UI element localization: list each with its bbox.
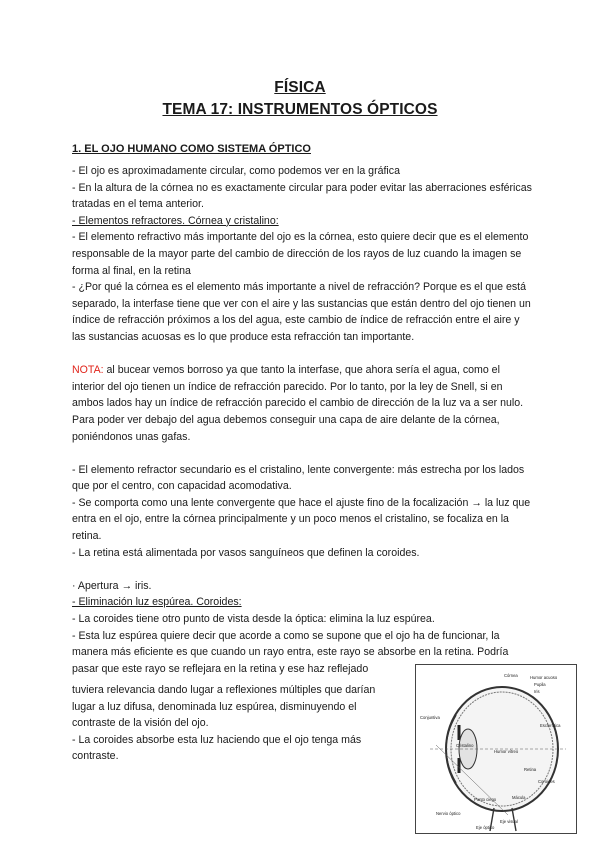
page-title: FÍSICA (274, 79, 326, 96)
body-block-main (72, 163, 534, 677)
paragraph: - En la altura de la córnea no es exactamente circular para poder evitar las aberraciones esféricas tratadas en el tema anterior. (72, 181, 532, 211)
nota-paragraph (72, 362, 534, 445)
label-esclerotica: Esclerótica (540, 723, 561, 728)
label-eje-optico: Eje óptico (476, 825, 495, 830)
page-subtitle: TEMA 17: INSTRUMENTOS ÓPTICOS (162, 101, 438, 118)
nota-text: al bucear vemos borroso ya que tanto la interfase, que ahora sería el agua, como el interior del ojo tienen un índice de refracción parecido. Por lo tanto, por la ley de Snell, si en ambos lados hay un índice de refracción parecido el cambio de dirección de la luz va a ser nulo. Para poder ver debajo del agua debemos conseguir una capa de aire delante de la córnea, poniéndonos unas gafas. (72, 364, 524, 443)
paragraph: - El elemento refractivo más importante del ojo es la córnea, esto quiere decir que es el elemento responsable de la mayor parte del cambio de dirección de los rayos de luz cuando la imagen se forma al final, en la retina (72, 231, 529, 277)
eye-diagram-svg (416, 665, 576, 833)
paragraph: - La coroides tiene otro punto de vista desde la óptica: elimina la luz espúrea. (72, 613, 435, 626)
label-punto-ciego: Punto ciego (474, 797, 497, 802)
eye-diagram (415, 664, 577, 834)
paragraph: · Apertura → iris. (72, 579, 152, 592)
label-pupila: Pupila (534, 682, 546, 687)
paragraph: - La coroides absorbe esta luz haciendo que el ojo tenga más contraste. (72, 733, 362, 763)
label-macula: Mácula (512, 795, 526, 800)
paragraph: - El ojo es aproximadamente circular, como podemos ver en la gráfica (72, 165, 400, 177)
paragraph: - El elemento refractor secundario es el cristalino, lente convergente: más estrecha por los lados que por el centro, con capacidad acomodativa. (72, 463, 525, 493)
label-conjuntiva: Conjuntiva (420, 715, 440, 720)
label-eje-visual: Eje visual (500, 819, 518, 824)
label-nervio-optico: Nervio óptico (436, 811, 461, 816)
nota-label: NOTA: (72, 364, 104, 377)
label-humor-acuoso: Humor acuoso (530, 675, 558, 680)
paragraph: tuviera relevancia dando lugar a reflexiones múltiples que darían lugar a luz difusa, denominada luz espúrea, disminuyendo el contraste de la visión del ojo. (72, 684, 376, 730)
label-retina: Retina (524, 767, 537, 772)
label-cornea: Córnea (504, 673, 518, 678)
body-block-side (72, 682, 392, 765)
paragraph: - ¿Por qué la córnea es el elemento más importante a nivel de refracción? Porque es el que está separado, la interfase tiene que ver con el aire y las sustancias que están dentro del ojo tienen un índice de refracción próximos a los del agua, este cambio de índice de refracción entre el aire y las sustancias acuosas es lo que produce esta refracción tan importante. (72, 281, 531, 343)
subheading-coroides: - Eliminación luz espúrea. Coroides: (72, 596, 242, 609)
label-cristalino: Cristalino (456, 743, 474, 748)
subheading-refractores: - Elementos refractores. Córnea y cristalino: (72, 214, 279, 227)
paragraph: - Se comporta como una lente convergente que hace el ajuste fino de la focalización → la luz que entra en el ojo, entre la córnea principalmente y un poco menos el cristalino, se focaliza en la retina. (72, 496, 531, 543)
label-iris: Iris (534, 689, 540, 694)
paragraph: - Esta luz espúrea quiere decir que acorde a como se supone que el ojo ha de funcionar, la manera más eficiente es que cuando un rayo entra, este rayo se absorbe en la retina. Podría pasar que este rayo se reflejara en la retina y ese haz reflejado (72, 629, 509, 675)
section-heading: 1. EL OJO HUMANO COMO SISTEMA ÓPTICO (72, 143, 311, 155)
label-humor-vitreo: Humor vítreo (494, 749, 519, 754)
paragraph: - La retina está alimentada por vasos sanguíneos que definen la coroides. (72, 546, 420, 559)
label-coroides: Coroides (538, 779, 555, 784)
